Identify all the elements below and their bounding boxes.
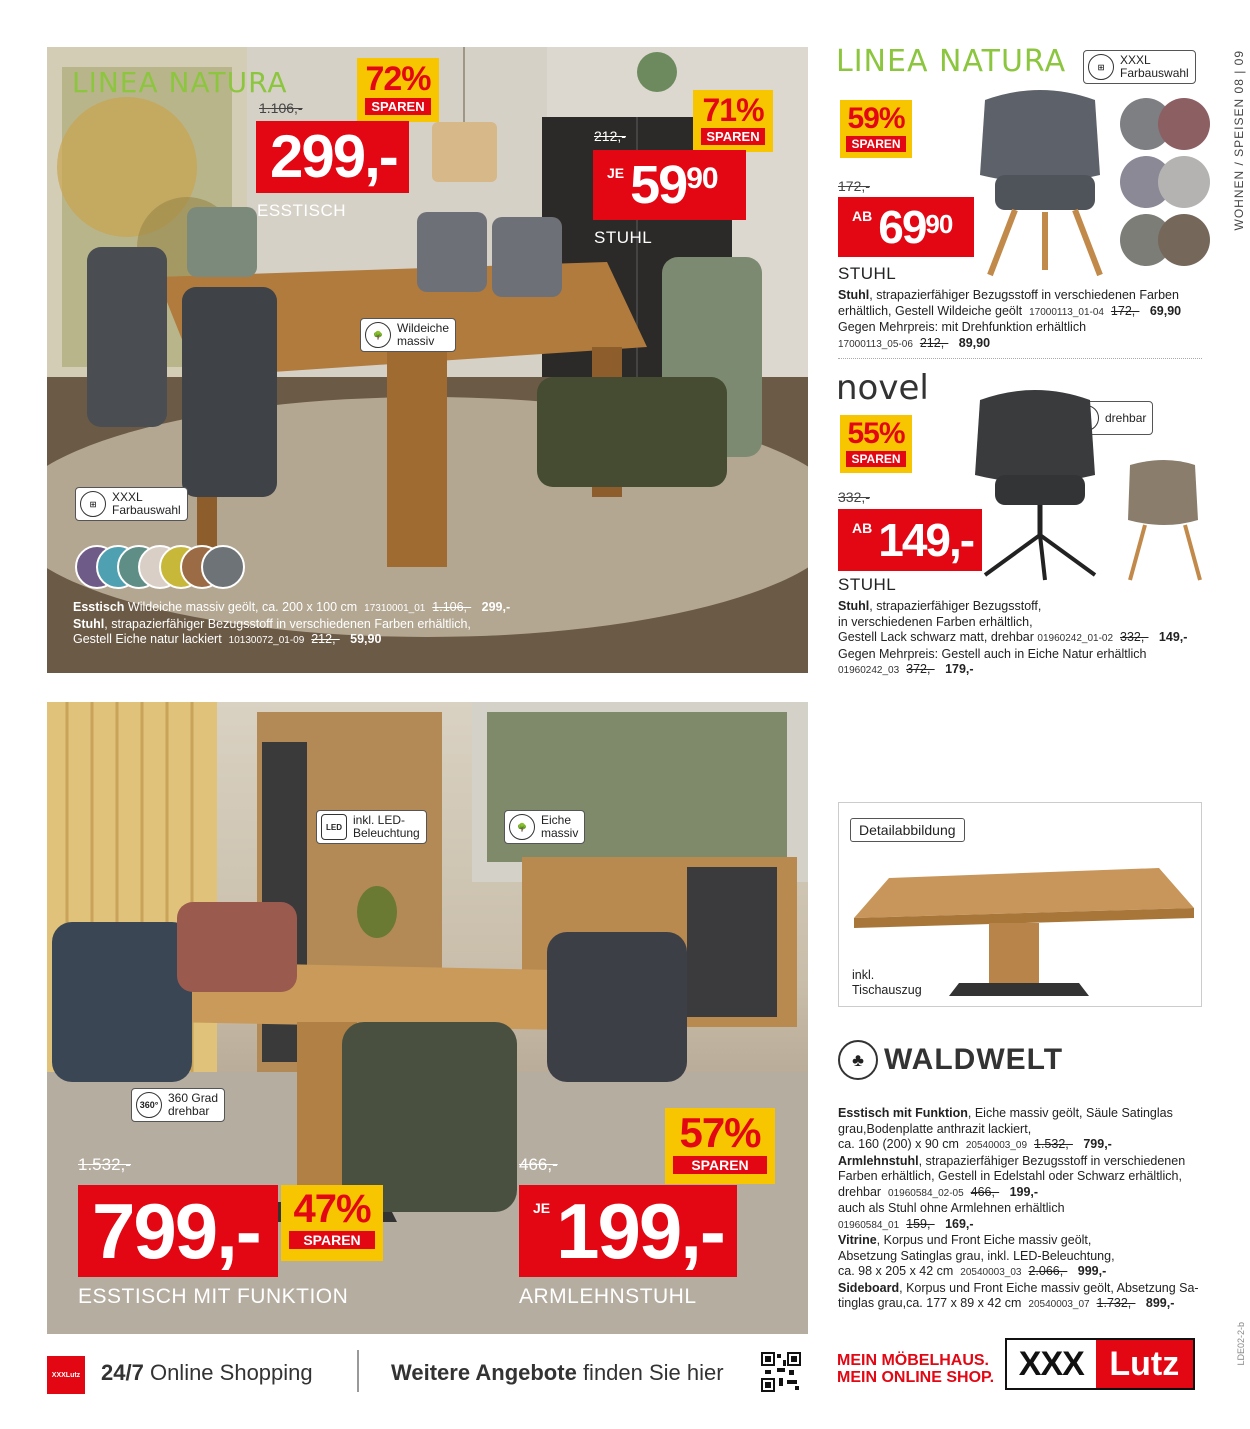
xxxlutz-small-logo[interactable]: XXXLutz bbox=[47, 1356, 85, 1394]
online-shopping-link[interactable] bbox=[101, 1360, 313, 1386]
desc-line4: Gegen Mehrpreis: Gestell auch in Eiche Natur erhältlich bbox=[838, 646, 1147, 661]
bottom-chair-price-tag bbox=[519, 1185, 737, 1277]
xxxlutz-logo[interactable] bbox=[1005, 1338, 1195, 1390]
detail-title-badge: Detailabbildung bbox=[850, 818, 965, 842]
fabric-icon: ⊞ bbox=[1088, 54, 1114, 80]
desc-c3-old: 2.066,- bbox=[1028, 1264, 1068, 1278]
chair-price-main: 59 bbox=[630, 155, 687, 215]
novel-savings-label: SPAREN bbox=[846, 451, 906, 467]
desc-num: 01960242_01-02 bbox=[1037, 633, 1114, 644]
led-line2: Beleuchtung bbox=[353, 826, 420, 840]
desc-name: Stuhl bbox=[838, 599, 870, 613]
desc-b2: Farben erhältlich, Gestell in Edelstahl oder Schwarz erhältlich, bbox=[838, 1169, 1182, 1183]
desc-table-name: Esstisch bbox=[73, 600, 125, 614]
desc-a1: Eiche massiv geölt, Säule Satinglas bbox=[974, 1106, 1173, 1120]
color-badge-line2: Farbauswahl bbox=[1120, 66, 1189, 80]
desc-num: 17000113_01-04 bbox=[1029, 306, 1104, 318]
waldwelt-text: WALDWELT bbox=[884, 1043, 1064, 1076]
right-top-savings-label: SPAREN bbox=[846, 136, 906, 152]
desc-table-num: 17310001_01 bbox=[364, 603, 426, 614]
bottom-chair-price: 199,- bbox=[556, 1187, 724, 1275]
brand-waldwelt bbox=[838, 1040, 1063, 1080]
desc-a3: ca. 160 (200) x 90 cm bbox=[838, 1137, 959, 1151]
detail-note2: Tischauszug bbox=[852, 983, 922, 997]
right-top-old-price: 172,- bbox=[838, 178, 870, 194]
color-badge-line1: XXXL bbox=[1120, 53, 1151, 67]
right-top-description: Stuhl, strapazierfähiger Bezugsstoff in verschiedenen Farben erhältlich, Gestell Wildeiche geölt 17000113_01-04 172,- 69,90 Gegen Mehrpreis: mit Drehfunktion erhältlich 17000113_05-06 212,- 89,90 bbox=[838, 288, 1182, 350]
right-top-caption: STUHL bbox=[838, 264, 897, 283]
desc-line1: strapazierfähiger Bezugsstoff in verschiedenen Farben bbox=[876, 288, 1179, 302]
table-caption: ESSTISCH bbox=[257, 201, 347, 220]
desc-line2: in verschiedenen Farben erhältlich, bbox=[838, 614, 1033, 629]
desc-table-old: 1.106,- bbox=[432, 600, 472, 614]
bottom-table-price-tag bbox=[78, 1185, 278, 1277]
right-top-price-main: 69 bbox=[878, 201, 926, 253]
desc-name: Stuhl bbox=[838, 288, 870, 302]
novel-price-tag bbox=[838, 509, 982, 571]
slogan-line1: MEIN MÖBELHAUS. bbox=[837, 1352, 989, 1369]
right-top-price-cents: 90 bbox=[925, 209, 953, 239]
led-badge bbox=[316, 810, 427, 844]
table-old-price: 1.106,- bbox=[259, 100, 303, 116]
rotate-line2: drehbar bbox=[168, 1104, 210, 1118]
desc-d2-num: 20540003_07 bbox=[1028, 1299, 1090, 1310]
novel-caption: STUHL bbox=[838, 575, 897, 594]
online-text: Online Shopping bbox=[149, 1360, 313, 1385]
desc-num2: 17000113_05-06 bbox=[838, 338, 913, 350]
bottom-table-price: 799,- bbox=[92, 1187, 260, 1275]
desc-d2-price: 899,- bbox=[1145, 1296, 1175, 1310]
desc-b5-price: 169,- bbox=[945, 1216, 974, 1231]
bottom-chair-savings-percent: 57% bbox=[679, 1109, 761, 1156]
desc-line3: Gestell Lack schwarz matt, drehbar bbox=[838, 630, 1034, 644]
more-offers-link[interactable] bbox=[391, 1360, 724, 1386]
desc-d2-old: 1.732,- bbox=[1096, 1296, 1136, 1310]
desc-chair-old: 212,- bbox=[311, 632, 340, 646]
wildeiche-massiv-badge bbox=[360, 318, 456, 352]
footer-divider bbox=[357, 1350, 359, 1392]
novel-old-price: 332,- bbox=[838, 489, 870, 505]
desc-price2: 179,- bbox=[945, 662, 974, 676]
novel-savings-percent: 55% bbox=[847, 417, 905, 450]
bottom-chair-old-price: 466,- bbox=[519, 1155, 558, 1174]
right-top-price-prefix: AB bbox=[852, 208, 873, 224]
chair-old-price: 212,- bbox=[594, 128, 626, 144]
detail-note1: inkl. bbox=[852, 968, 875, 982]
desc-b3: drehbar bbox=[838, 1184, 882, 1199]
oak-line1: Eiche bbox=[541, 813, 572, 827]
desc-chair-name: Stuhl bbox=[73, 616, 105, 631]
chair-caption: STUHL bbox=[594, 228, 653, 247]
led-icon: LED bbox=[321, 814, 347, 840]
desc-c3-num: 20540003_03 bbox=[960, 1267, 1022, 1278]
desc-table-text: Wildeiche massiv geölt, ca. 200 x 100 cm bbox=[127, 600, 358, 614]
chair-price-prefix: JE bbox=[607, 165, 625, 181]
fabric-swatch bbox=[201, 545, 245, 589]
color-badge-line1: XXXL bbox=[112, 490, 143, 504]
fabric-swatch bbox=[1158, 156, 1210, 208]
brand-linea-natura-top: LINEA NATURA bbox=[72, 66, 288, 99]
desc-chair-text: strapazierfähiger Bezugsstoff in verschiedenen Farben erhältlich, bbox=[111, 616, 471, 631]
desc-c3: ca. 98 x 205 x 42 cm bbox=[838, 1264, 954, 1278]
desc-b3-price: 199,- bbox=[1009, 1184, 1039, 1199]
tree-icon: 🌳 bbox=[509, 814, 535, 840]
top-offer-description: Esstisch Wildeiche massiv geölt, ca. 200 x 100 cm 17310001_01 1.106,- 299,- Stuhl, strapazierfähiger Bezugsstoff in verschiedenen Farben erhältlich, Gestell Eiche natur lackiert 10130072_01-09 212,- 59,90 bbox=[73, 600, 511, 646]
desc-chair-frame: Gestell Eiche natur lackiert bbox=[73, 632, 222, 646]
desc-price2: 89,90 bbox=[958, 335, 991, 350]
logo-lutz: Lutz bbox=[1096, 1340, 1193, 1388]
desc-table-price: 299,- bbox=[481, 600, 511, 614]
color-badge-line2: Farbauswahl bbox=[112, 503, 181, 517]
desc-price: 69,90 bbox=[1149, 303, 1182, 318]
tree-logo-icon: ♣ bbox=[838, 1040, 878, 1080]
desc-line2: erhältlich, Gestell Wildeiche geölt bbox=[838, 303, 1023, 318]
desc-num2: 01960242_03 bbox=[838, 665, 900, 676]
brand-novel: novel bbox=[836, 368, 929, 408]
logo-xxx: XXX bbox=[1007, 1340, 1096, 1388]
bottom-table-savings-label: SPAREN bbox=[289, 1231, 375, 1249]
bottom-chair-savings-label: SPAREN bbox=[673, 1156, 767, 1174]
desc-d1: Korpus und Front Eiche massiv geölt, Absetzung Sa- bbox=[906, 1280, 1199, 1295]
novel-price: 149,- bbox=[878, 514, 974, 566]
table-savings-percent: 72% bbox=[365, 60, 431, 98]
novel-description: Stuhl, strapazierfähiger Bezugsstoff, in verschiedenen Farben erhältlich, Gestell Lack schwarz matt, drehbar 01960242_01-02 332,- 149,- Gegen Mehrpreis: Gestell auch in Eiche Natur erhältlich 01960242_03 372,- 179,- bbox=[838, 599, 1188, 676]
chair-price-cents: 90 bbox=[686, 162, 718, 195]
bottom-table-old-price: 1.532,- bbox=[78, 1155, 131, 1174]
bottom-table-caption: ESSTISCH MIT FUNKTION bbox=[78, 1285, 349, 1308]
catalog-code: LDE02-2-b bbox=[1236, 1322, 1246, 1366]
material-line2: massiv bbox=[397, 334, 435, 348]
desc-c1: Korpus und Front Eiche massiv geölt, bbox=[883, 1233, 1092, 1247]
slogan bbox=[837, 1352, 994, 1386]
page-section-label: WOHNEN / SPEISEN 08 | 09 bbox=[1232, 50, 1246, 231]
desc-b5-old: 159,- bbox=[906, 1216, 935, 1231]
footer bbox=[47, 1344, 1207, 1408]
desc-b1: strapazierfähiger Bezugsstoff in verschiedenen bbox=[925, 1153, 1186, 1168]
desc-old2: 212,- bbox=[919, 335, 949, 350]
color-choice-badge-right bbox=[1083, 50, 1196, 84]
waldwelt-description: Esstisch mit Funktion, Eiche massiv geölt, Säule Satinglas grau,Bodenplatte anthrazit lackiert, ca. 160 (200) x 90 cm 20540003_09 1.532,- 799,- Armlehnstuhl, strapazierfähiger Bezugsstoff in verschiedenen Farben erhältlich, Gestell in Edelstahl oder Schwarz erhältlich, drehbar 01960584_02-05 466,- 199,- auch als Stuhl ohne Armlehnen erhältlich 01960584_01 159,- 169,- Vitrine, Korpus und Front Eiche massiv geölt, Absetzung Satinglas grau, inkl. LED-Beleuchtung, ca. 98 x 205 x 42 cm 20540003_03 2.066,- 999,- Sideboard, Korpus und Front Eiche massiv geölt, Absetzung Sa- tinglas grau,ca. 177 x 89 x 42 cm 20540003_07 1.732,- 899,- bbox=[838, 1106, 1199, 1310]
bottom-chair-savings-badge bbox=[665, 1108, 775, 1184]
novel-price-prefix: AB bbox=[852, 520, 873, 536]
fabric-icon: ⊞ bbox=[80, 491, 106, 517]
more-text: finden Sie hier bbox=[582, 1360, 724, 1385]
desc-old: 332,- bbox=[1120, 630, 1149, 644]
more-bold: Weitere Angebote bbox=[391, 1360, 577, 1385]
chair-savings-label: SPAREN bbox=[701, 128, 765, 145]
desc-vitrine-name: Vitrine bbox=[838, 1233, 877, 1247]
bottom-table-savings-percent: 47% bbox=[293, 1187, 371, 1231]
brand-linea-natura-right: LINEA NATURA bbox=[836, 44, 1067, 79]
desc-old2: 372,- bbox=[906, 662, 935, 676]
bottom-table-savings-badge bbox=[281, 1185, 383, 1261]
chair-price-tag bbox=[593, 150, 746, 220]
desc-c2: Absetzung Satinglas grau, inkl. LED-Beleuchtung, bbox=[838, 1248, 1115, 1263]
table-price: 299,- bbox=[270, 123, 397, 190]
desc-chair-num: 10130072_01-09 bbox=[228, 635, 305, 646]
bottom-chair-caption: ARMLEHNSTUHL bbox=[519, 1285, 697, 1308]
desc-b4: auch als Stuhl ohne Armlehnen erhältlich bbox=[838, 1201, 1065, 1215]
swivel-chairs-illustration bbox=[970, 385, 1210, 585]
rotate-360-badge bbox=[131, 1088, 225, 1122]
chair-savings-percent: 71% bbox=[702, 92, 764, 128]
fabric-swatch bbox=[1158, 214, 1210, 266]
desc-sideboard-name: Sideboard bbox=[838, 1280, 900, 1295]
desc-line3: Gegen Mehrpreis: mit Drehfunktion erhältlich bbox=[838, 320, 1087, 334]
desc-a3-old: 1.532,- bbox=[1034, 1137, 1073, 1151]
desc-c3-price: 999,- bbox=[1077, 1264, 1107, 1278]
color-choice-badge-top bbox=[75, 487, 188, 521]
desc-old: 172,- bbox=[1110, 303, 1140, 318]
rotate-badge-text: drehbar bbox=[1105, 410, 1147, 425]
table-savings-badge bbox=[357, 58, 439, 122]
rotate-360-icon: 360° bbox=[136, 1092, 162, 1118]
desc-table-name: Esstisch mit Funktion bbox=[838, 1106, 968, 1120]
novel-savings-badge bbox=[840, 415, 912, 473]
divider bbox=[838, 358, 1202, 359]
oak-line2: massiv bbox=[541, 826, 579, 840]
right-top-price-tag bbox=[838, 197, 974, 257]
hours-text: 24/7 bbox=[101, 1360, 144, 1385]
detail-note bbox=[852, 968, 922, 998]
armchair-gray-illustration bbox=[970, 80, 1115, 280]
right-top-savings-badge bbox=[840, 100, 912, 158]
desc-a3-num: 20540003_09 bbox=[965, 1140, 1028, 1151]
qr-code-icon[interactable] bbox=[761, 1352, 801, 1392]
oak-massiv-badge bbox=[504, 810, 585, 844]
bottom-chair-price-prefix: JE bbox=[533, 1200, 551, 1216]
desc-b3-num: 01960584_02-05 bbox=[888, 1187, 964, 1199]
fabric-swatch bbox=[1158, 98, 1210, 150]
table-savings-label: SPAREN bbox=[365, 98, 431, 115]
slogan-line2: MEIN ONLINE SHOP. bbox=[837, 1369, 995, 1386]
table-price-tag bbox=[256, 121, 409, 193]
led-line1: inkl. LED- bbox=[353, 813, 406, 827]
desc-a3-price: 799,- bbox=[1083, 1137, 1112, 1151]
tree-icon: 🌳 bbox=[365, 322, 391, 348]
desc-b3-old: 466,- bbox=[970, 1184, 1000, 1199]
desc-line1: strapazierfähiger Bezugsstoff, bbox=[876, 599, 1042, 613]
desc-chair-price: 59,90 bbox=[350, 632, 382, 646]
desc-d2: tinglas grau,ca. 177 x 89 x 42 cm bbox=[838, 1296, 1022, 1310]
desc-armchair-name: Armlehnstuhl bbox=[838, 1153, 919, 1168]
desc-b5-num: 01960584_01 bbox=[838, 1219, 900, 1231]
desc-a2: grau,Bodenplatte anthrazit lackiert, bbox=[838, 1121, 1032, 1136]
right-top-savings-percent: 59% bbox=[847, 102, 905, 135]
chair-savings-badge bbox=[693, 90, 773, 152]
desc-price: 149,- bbox=[1158, 630, 1188, 644]
material-line1: Wildeiche bbox=[397, 321, 450, 335]
rotate-line1: 360 Grad bbox=[168, 1091, 219, 1105]
